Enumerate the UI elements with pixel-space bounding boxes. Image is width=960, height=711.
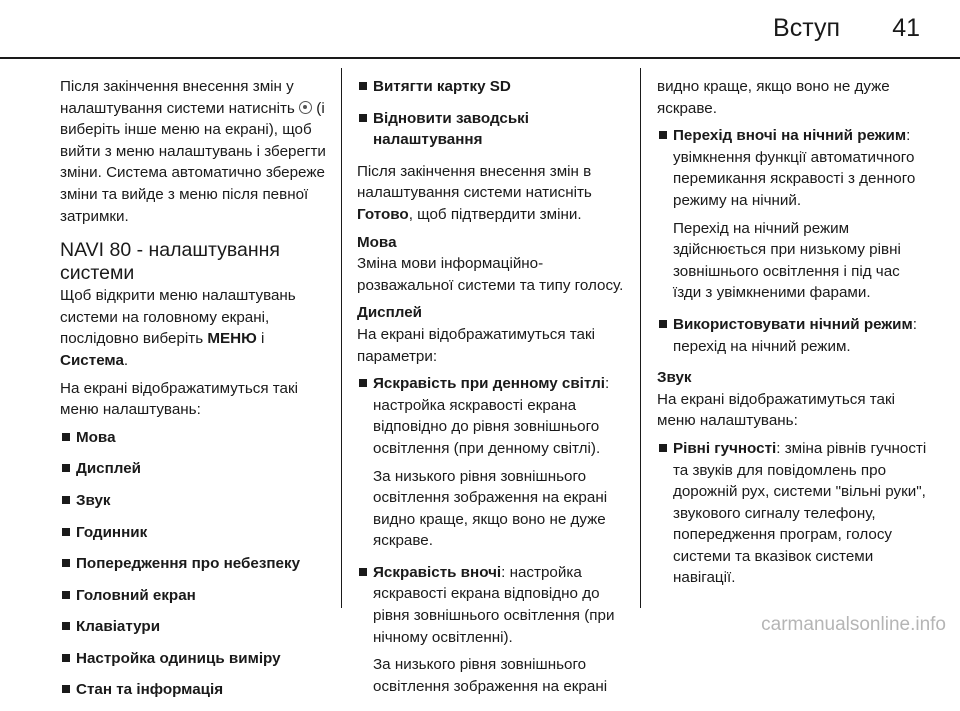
display-options-list <box>357 373 627 697</box>
confirm-paragraph: Після закінчення внесення змін в налаштування системи натисніть Готово, щоб підтвердити зміни. <box>357 162 592 223</box>
column-1 <box>60 76 328 711</box>
settings-menu-list-cont <box>357 76 627 151</box>
list-item: Годинник <box>60 522 328 544</box>
sound-paragraph: На екрані відображатимуться такі меню налаштувань: <box>657 390 896 430</box>
system-keyword: Система <box>60 351 124 369</box>
display-options-list-cont <box>657 125 927 357</box>
list-item: Попередження про небезпеку <box>60 553 328 575</box>
list-item: Перехід вночі на нічний режим: увімкнення функції автоматичного перемикання яскравості з денного режиму на нічний. Перехід на нічний режим здійснюється при низькому рівні зовнішнього освітлення і під час їзди з увімкненими фарами. <box>657 125 927 304</box>
column-divider-1 <box>341 68 342 608</box>
display-heading: Дисплей <box>357 304 423 322</box>
list-item: Стан та інформація <box>60 679 328 701</box>
continued-text: видно краще, якщо воно не дуже яскраве. <box>657 78 890 117</box>
list-item: Мова <box>60 427 328 449</box>
chapter-title: Вступ <box>773 14 840 42</box>
menus-intro: На екрані відображатимуться такі меню налаштувань: <box>60 379 299 419</box>
list-item: Головний екран <box>60 585 328 607</box>
list-item: Дисплей <box>60 458 328 480</box>
language-paragraph: Зміна мови інформаційно-розважальної системи та типу голосу. <box>357 255 624 294</box>
list-item: Рівні гучності: зміна рівнів гучності та звуків для повідомлень про дорожній рух, системи "вільні руки", звукового сигналу телефону, попередження програм, голосу системи та вказівок системи навігації. <box>657 438 927 589</box>
page-header <box>0 0 960 60</box>
language-heading: Мова <box>357 233 397 251</box>
list-item: Клавіатури <box>60 616 328 638</box>
column-3 <box>657 76 927 599</box>
list-item: Настройка одиниць виміру <box>60 648 328 670</box>
page-number: 41 <box>892 14 920 42</box>
intro-paragraph: Після закінчення внесення змін у налаштування системи натисніть (і виберіть інше меню на екрані), щоб вийти з меню налаштувань і зберегти зміни. Система автоматично збереже зміни та вийде з меню після певної затримки. <box>60 78 326 225</box>
ready-keyword: Готово <box>357 205 409 223</box>
list-item: Використовувати нічний режим: перехід на нічний режим. <box>657 314 927 357</box>
list-item: Відновити заводські налаштування <box>357 108 627 151</box>
column-2 <box>357 76 627 707</box>
sound-options-list <box>657 438 927 589</box>
display-paragraph: На екрані відображатимуться такі параметри: <box>357 325 596 365</box>
list-item: Яскравість при денному світлі: настройка яскравості екрана відповідно до рівня зовнішнього освітлення (при денному світлі). За низького рівня зовнішнього освітлення зображення на екрані видно краще, якщо воно не дуже яскраве. <box>357 373 627 552</box>
settings-menu-list <box>60 427 328 701</box>
list-item: Витягти картку SD <box>357 76 627 98</box>
open-menu-paragraph: Щоб відкрити меню налаштувань системи на головному екрані, послідовно виберіть МЕНЮ і Система. <box>60 287 296 369</box>
header-rule <box>0 57 960 59</box>
settings-gear-icon <box>299 101 312 114</box>
column-divider-2 <box>640 68 641 608</box>
list-item: Яскравість вночі: настройка яскравості екрана відповідно до рівня зовнішнього освітлення (при нічному освітленні). За низького рівня зовнішнього освітлення зображення на екрані <box>357 562 627 698</box>
menu-keyword: МЕНЮ <box>207 330 257 348</box>
section-heading: NAVI 80 - налаштування системи <box>60 239 280 285</box>
sound-heading: Звук <box>657 369 692 387</box>
list-item: Звук <box>60 490 328 512</box>
watermark: carmanualsonline.info <box>761 614 946 635</box>
